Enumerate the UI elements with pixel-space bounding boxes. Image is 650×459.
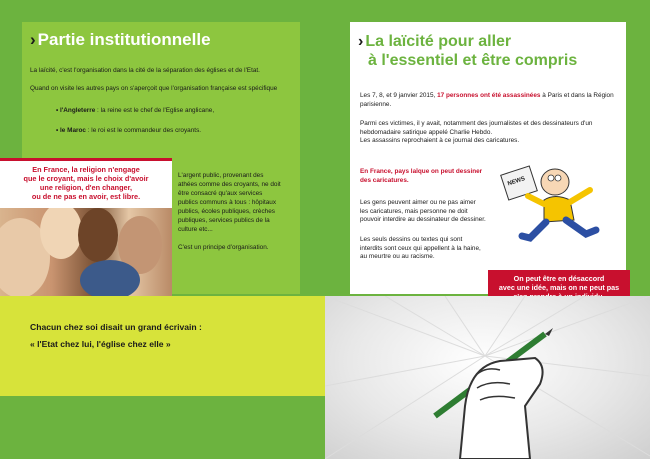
right-paragraph-2: Parmi ces victimes, il y avait, notamment des journalistes et des dessinateurs d'un hebdomadaire satirique appelé Charlie Hebdo. Les assassins reprochaient à ce journal des caricatures.: [360, 120, 593, 145]
left-column-end: C'est un principe d'organisation.: [178, 244, 269, 251]
callout-text: En France, la religion n'engage que le croyant, mais le choix d'avoir une religion, d'en changer, ou de ne pas en avoir, est libre.: [23, 165, 149, 201]
right-paragraph-4: Les seuls dessins ou textes qui sont interdits sont ceux qui appellent à la haine, au meurtre ou au racisme.: [360, 236, 481, 261]
group-photo: [0, 208, 172, 298]
bullet-morocco: • le Maroc : le roi est le commandeur des croyants.: [56, 127, 202, 134]
fist-pencil-illustration: [325, 296, 650, 459]
left-paragraph-1: La laïcité, c'est l'organisation dans la cité de la séparation des églises et de l'Etat.: [30, 67, 260, 74]
right-title: › La laïcité pour aller à l'essentiel et être compris: [358, 33, 578, 69]
quote-line-1: Chacun chez soi disait un grand écrivain :: [30, 322, 202, 332]
left-column-text: L'argent public, provenant des athées comme des croyants, ne doit être consacré qu'aux services publics communs à tous : hôpitaux publics, écoles publiques, crèches publiques, services publics de la culture etc...: [178, 172, 281, 233]
left-paragraph-2: Quand on visite les autres pays on s'aperçoit que l'organisation française est spécifique: [30, 85, 278, 92]
right-red-statement: En France, pays laïque on peut dessiner des caricatures.: [360, 168, 483, 184]
left-title: › Partie institutionnelle: [30, 30, 211, 49]
bullet-england: • l'Angleterre : la reine est le chef de l'Eglise anglicane,: [56, 107, 215, 114]
disagreement-text: On peut être en désaccord avec une idée, mais on ne peut pas: [498, 274, 620, 292]
chevron-right-icon: ›: [30, 30, 36, 49]
quote-line-2: « l'Etat chez lui, l'église chez elle »: [30, 339, 171, 349]
fist-pencil-icon: [325, 296, 650, 459]
running-man-cartoon: [500, 160, 620, 250]
right-paragraph-3: Les gens peuvent aimer ou ne pas aimer les caricatures, mais personne ne doit pouvoir interdire au dessinateur de dessiner.: [360, 199, 486, 224]
newspaper-label: NEWS: [506, 176, 526, 188]
religion-callout: [0, 158, 172, 208]
chevron-right-icon: ›: [358, 33, 364, 50]
right-paragraph-1: Les 7, 8, et 9 janvier 2015, 17 personnes ont été assassinées à Paris et dans la Région parisienne.: [360, 92, 614, 108]
